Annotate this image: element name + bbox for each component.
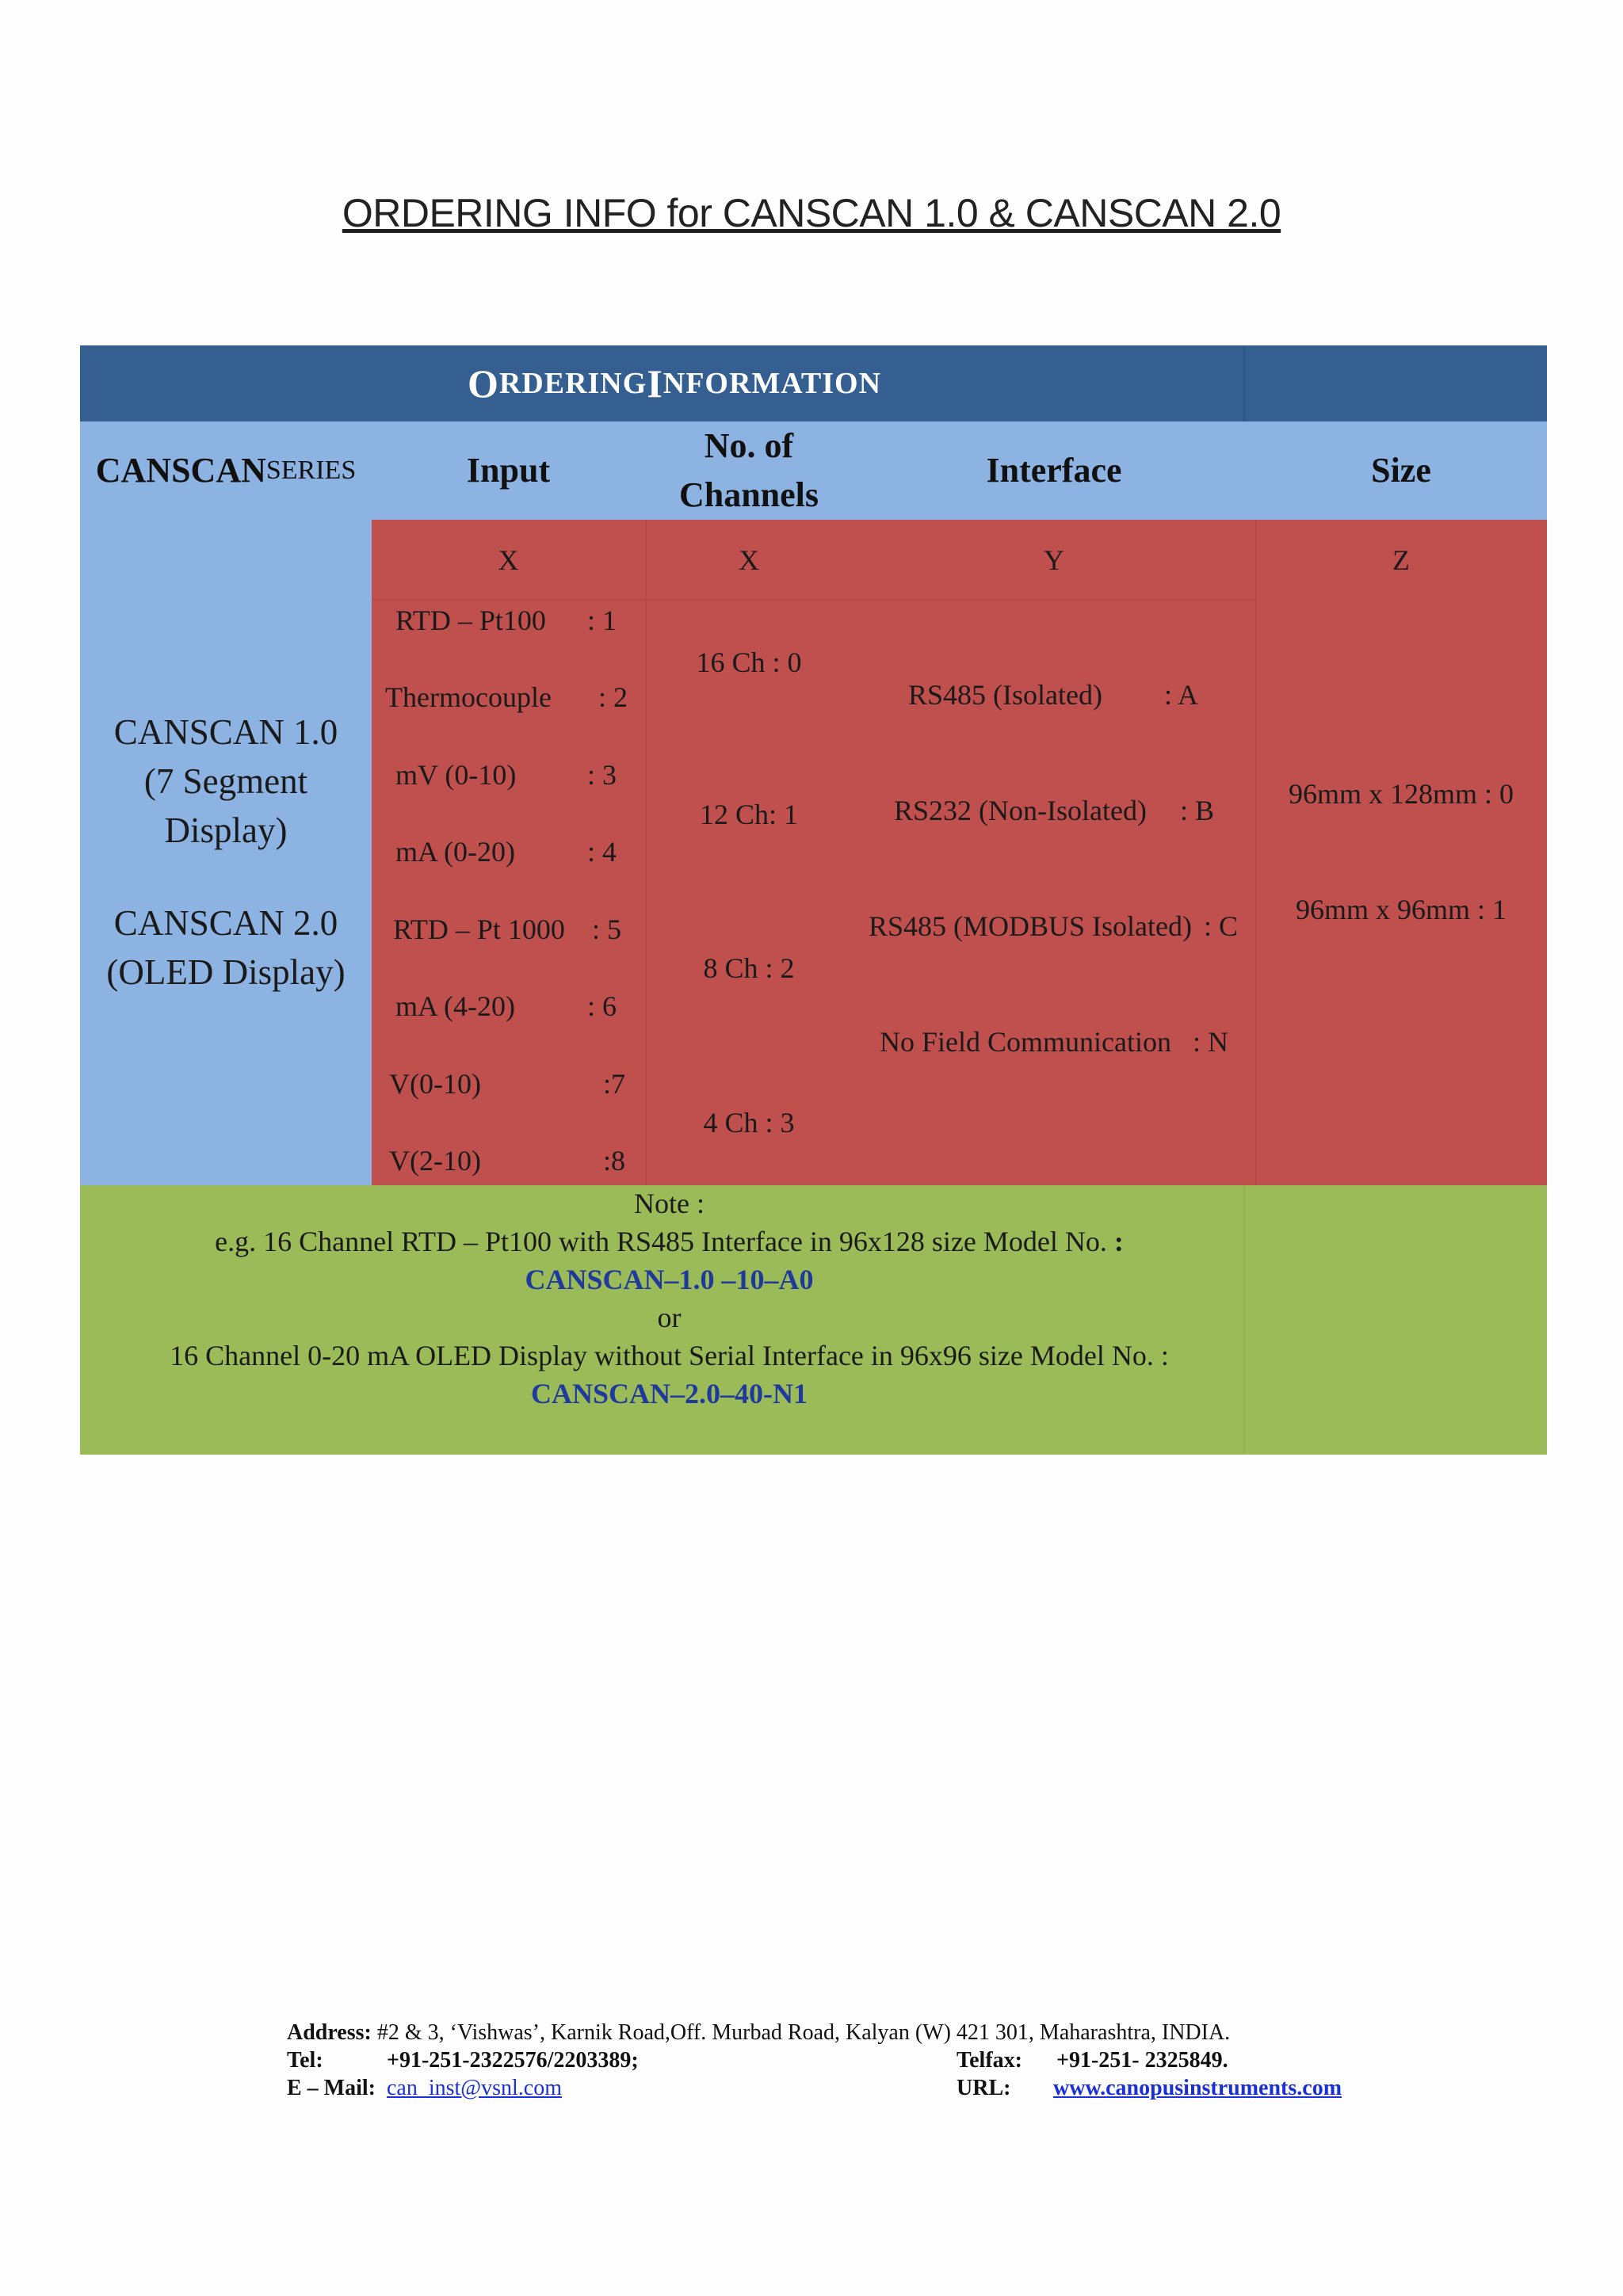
channel-option: 8 Ch : 2 — [703, 952, 795, 984]
address-text: #2 & 3, ‘Vishwas’, Karnik Road,Off. Murbad Road, Kalyan (W) 421 301, Maharashtra, INDIA. — [376, 2020, 1231, 2045]
col-header-interface: Interface — [986, 451, 1122, 490]
input-option-code: :8 — [603, 1145, 626, 1177]
input-option-name: mV (0-10) — [395, 759, 517, 791]
model-number-1: CANSCAN–1.0 –10–A0 — [525, 1264, 814, 1295]
footer-email-row — [287, 2076, 562, 2101]
channel-option: 16 Ch : 0 — [696, 646, 802, 678]
interface-option-name: No Field Communication — [880, 1026, 1171, 1058]
col-header-channels — [645, 421, 853, 520]
interface-option-name: RS485 (Isolated) — [908, 679, 1102, 711]
address-label: Address: — [287, 2020, 372, 2045]
series-header-small: SERIES — [265, 456, 357, 485]
input-option-code: : 6 — [587, 990, 617, 1022]
input-option-code: :7 — [603, 1068, 626, 1100]
series-canscan-1 — [80, 702, 372, 860]
input-option-name: RTD – Pt100 — [395, 605, 546, 636]
note-example-2: 16 Channel 0-20 mA OLED Display without Serial Interface in 96x96 size Model No. : — [170, 1340, 1169, 1371]
note-example-1-colon: : — [1113, 1226, 1124, 1257]
note-example-1 — [80, 1225, 1258, 1258]
footer-telfax — [957, 2048, 1228, 2073]
heading-rest-information: NFORMATION — [663, 367, 882, 400]
interface-option-code: : B — [1180, 795, 1215, 826]
col-header-series — [80, 421, 372, 520]
interface-code: Y — [1044, 544, 1064, 576]
note-or: or — [657, 1302, 682, 1333]
heading-initial-i: I — [647, 361, 663, 406]
footer-url — [957, 2076, 1342, 2101]
series-1-line1: CANSCAN 1.0 — [113, 712, 338, 752]
input-option-code: : 4 — [587, 836, 617, 868]
interface-option-name: RS485 (MODBUS Isolated) — [869, 910, 1193, 942]
page-title: ORDERING INFO for CANSCAN 1.0 & CANSCAN 2.0 — [342, 191, 1281, 235]
column-divider — [645, 520, 647, 1185]
model-number-2: CANSCAN–2.0–40-N1 — [531, 1378, 808, 1409]
ordering-table — [80, 345, 1547, 1455]
telfax-value: +91-251- 2325849. — [1056, 2048, 1228, 2073]
note-example-1-text: e.g. 16 Channel RTD – Pt100 with RS485 Interface in 96x128 size Model No. — [215, 1226, 1114, 1257]
series-2-line1: CANSCAN 2.0 — [113, 903, 338, 943]
table-heading — [80, 345, 1269, 421]
size-option: 96mm x 96mm : 1 — [1295, 894, 1507, 925]
input-option-name: mA (0-20) — [395, 836, 515, 868]
heading-rest-ordering: RDERING — [498, 367, 647, 400]
input-option-name: RTD – Pt 1000 — [393, 913, 565, 945]
series-header-main: CANSCAN — [95, 451, 266, 490]
series-canscan-2 — [80, 892, 372, 1003]
input-option-code: : 5 — [592, 913, 622, 945]
channels-code: X — [739, 544, 759, 576]
input-option-name: V(0-10) — [389, 1068, 481, 1100]
tel-value: +91-251-2322576/2203389; — [387, 2048, 639, 2073]
interface-option-name: RS232 (Non-Isolated) — [894, 795, 1147, 826]
heading-initial-o: O — [467, 361, 499, 406]
size-option: 96mm x 128mm : 0 — [1288, 778, 1514, 810]
input-option-name: V(2-10) — [389, 1145, 481, 1177]
series-1-line2: (7 Segment — [143, 761, 308, 801]
interface-option-code: : C — [1204, 910, 1239, 942]
col-header-size: Size — [1371, 451, 1431, 490]
input-option-name: mA (4-20) — [395, 990, 515, 1022]
note-label: Note : — [634, 1188, 705, 1219]
interface-option-code: : A — [1164, 679, 1199, 711]
size-code: Z — [1392, 544, 1410, 576]
url-link[interactable]: www.canopusinstruments.com — [1053, 2076, 1342, 2100]
column-divider — [1255, 520, 1257, 1185]
input-option-code: : 2 — [598, 681, 628, 713]
channels-header-line1: No. of — [704, 426, 794, 465]
series-2-line2: (OLED Display) — [106, 952, 346, 992]
interface-option-code: : N — [1193, 1026, 1228, 1058]
input-option-code: : 1 — [587, 605, 617, 636]
channel-option: 4 Ch : 3 — [703, 1107, 795, 1138]
footer-address-row — [287, 2020, 1230, 2046]
url-label: URL: — [957, 2076, 1011, 2100]
options-area — [372, 520, 1547, 1185]
channels-header-line2: Channels — [678, 475, 819, 514]
input-option-code: : 3 — [587, 759, 617, 791]
series-1-line3: Display) — [164, 810, 288, 850]
channel-option: 12 Ch: 1 — [699, 799, 798, 830]
tel-label: Tel: — [287, 2048, 323, 2073]
col-header-input: Input — [466, 451, 551, 490]
input-code: X — [498, 544, 519, 576]
footer-tel-row — [287, 2048, 639, 2073]
input-option-name: Thermocouple — [385, 681, 552, 713]
email-label: E – Mail: — [287, 2076, 376, 2100]
telfax-label: Telfax: — [957, 2048, 1022, 2073]
email-link[interactable]: can_inst@vsnl.com — [387, 2076, 562, 2100]
